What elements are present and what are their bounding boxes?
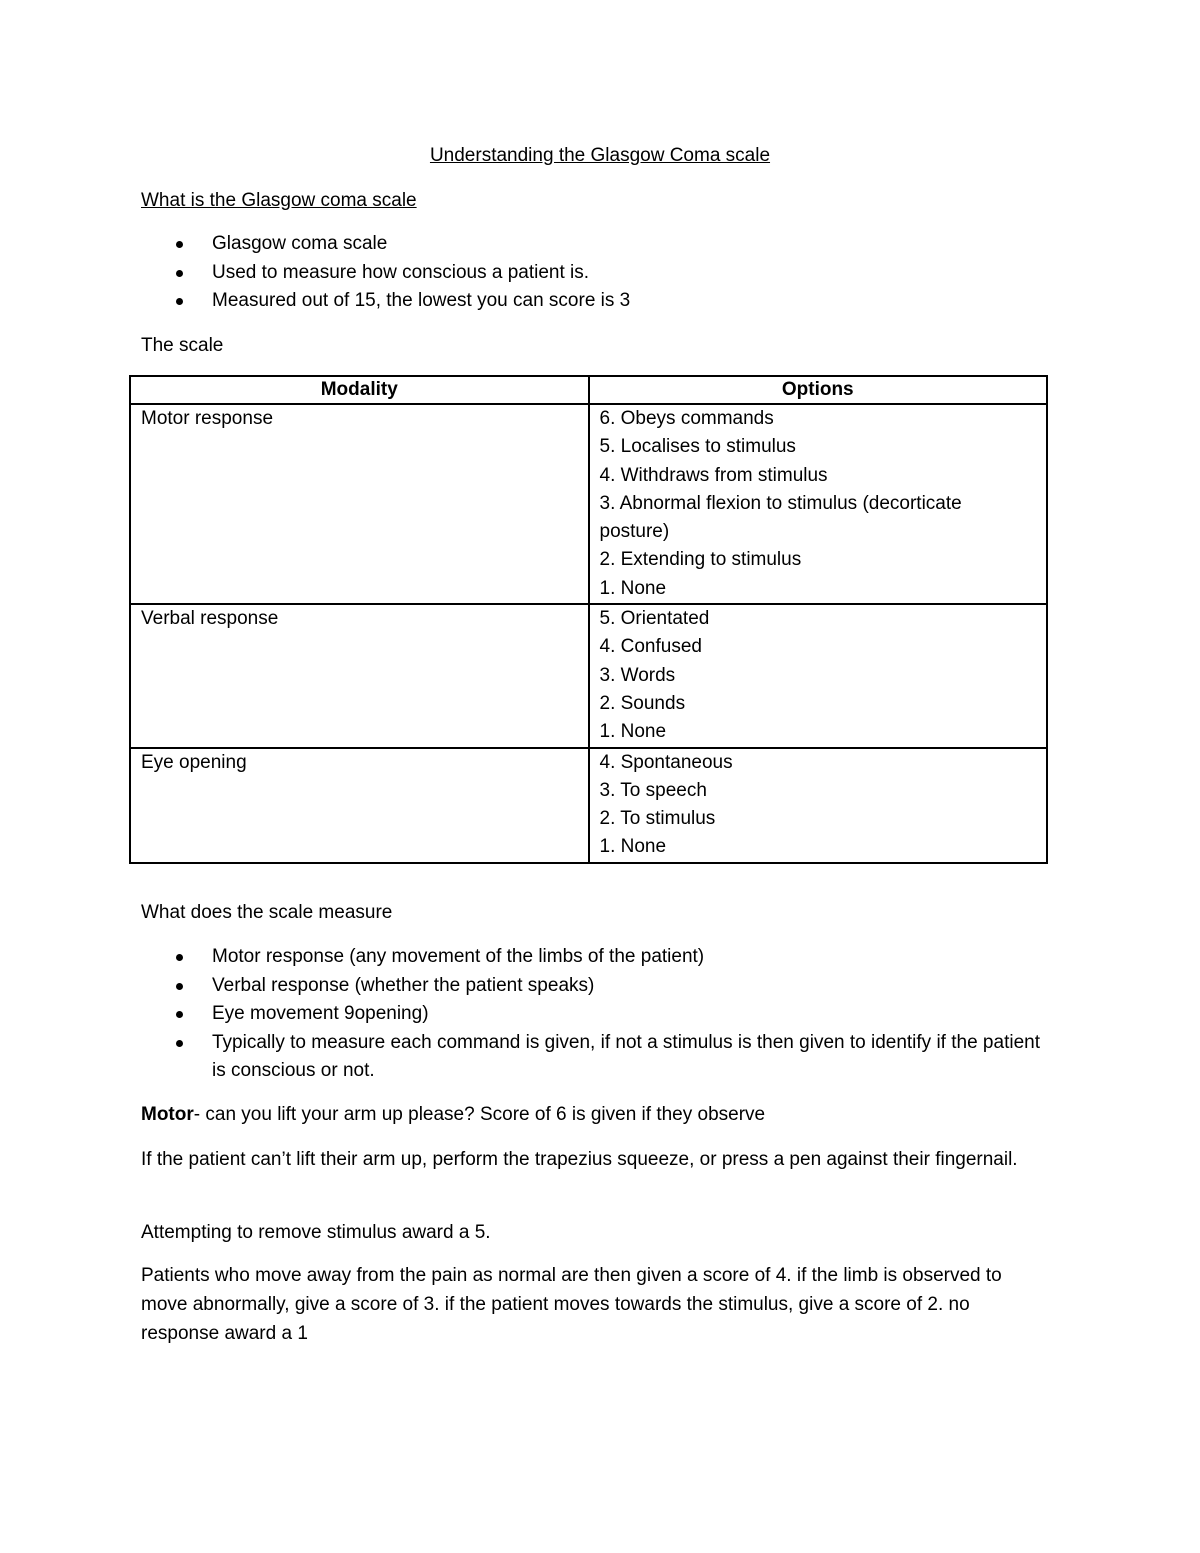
list-item: Typically to measure each command is given, if not a stimulus is then given to identify if the patient is conscious or not. xyxy=(141,1029,1041,1086)
option-item: 1. None xyxy=(599,721,667,743)
option-item: 5. Orientated xyxy=(599,608,710,630)
modality-cell: Motor response xyxy=(130,404,589,604)
options-cell xyxy=(589,404,1048,604)
option-item: 1. None xyxy=(599,836,667,858)
list-item: Measured out of 15, the lowest you can score is 3 xyxy=(141,287,1041,316)
table-row xyxy=(130,604,1047,747)
option-item: 3. To speech xyxy=(599,779,707,801)
option-item: 3. Abnormal flexion to stimulus (decorticate posture) xyxy=(599,492,962,543)
table-header-row xyxy=(130,376,1047,404)
option-item: 1. None xyxy=(599,577,667,599)
column-header-modality: Modality xyxy=(130,376,589,404)
list-item: Glasgow coma scale xyxy=(141,230,1041,259)
option-item: 4. Spontaneous xyxy=(599,751,733,773)
option-item: 2. To stimulus xyxy=(599,808,716,830)
option-item: 5. Localises to stimulus xyxy=(599,436,796,458)
column-header-options: Options xyxy=(589,376,1048,404)
option-item: 2. Sounds xyxy=(599,692,686,714)
option-item: 4. Withdraws from stimulus xyxy=(599,464,828,486)
list-item: Eye movement 9opening) xyxy=(141,1000,1041,1029)
option-item: 4. Confused xyxy=(599,636,702,658)
list-item: Verbal response (whether the patient speaks) xyxy=(141,972,1041,1001)
gcs-table xyxy=(129,375,1048,864)
list-item: Used to measure how conscious a patient is. xyxy=(141,259,1041,288)
options-cell xyxy=(589,604,1048,747)
motor-label: Motor xyxy=(141,1104,194,1125)
bullet-list-what-is xyxy=(141,230,1041,316)
paragraph-patients: Patients who move away from the pain as normal are then given a score of 4. if the limb is observed to move abnormally, give a score of 3. if the patient moves towards the stimulus, give a score of 2. no response award a 1 xyxy=(141,1265,1002,1344)
list-item: Motor response (any movement of the limbs of the patient) xyxy=(141,943,1041,972)
modality-cell: Eye opening xyxy=(130,748,589,863)
motor-text: - can you lift your arm up please? Score of 6 is given if they observe xyxy=(193,1104,766,1125)
modality-cell: Verbal response xyxy=(130,604,589,747)
paragraph-motor xyxy=(141,1100,1041,1129)
options-cell xyxy=(589,748,1048,863)
option-item: 6. Obeys commands xyxy=(599,408,774,429)
paragraph-attempting: Attempting to remove stimulus award a 5. xyxy=(141,1222,491,1243)
section-heading-the-scale: The scale xyxy=(141,335,224,356)
section-heading-what-measures: What does the scale measure xyxy=(141,902,393,923)
table-row xyxy=(130,404,1047,604)
document-title: Understanding the Glasgow Coma scale xyxy=(429,145,771,166)
bullet-list-what-measures xyxy=(141,943,1041,1086)
section-heading-what-is: What is the Glasgow coma scale xyxy=(141,190,417,211)
option-item: 3. Words xyxy=(599,664,676,686)
table-row xyxy=(130,748,1047,863)
paragraph-trapezius: If the patient can’t lift their arm up, perform the trapezius squeeze, or press a pen against their fingernail. xyxy=(141,1149,1018,1170)
option-item: 2. Extending to stimulus xyxy=(599,549,802,571)
